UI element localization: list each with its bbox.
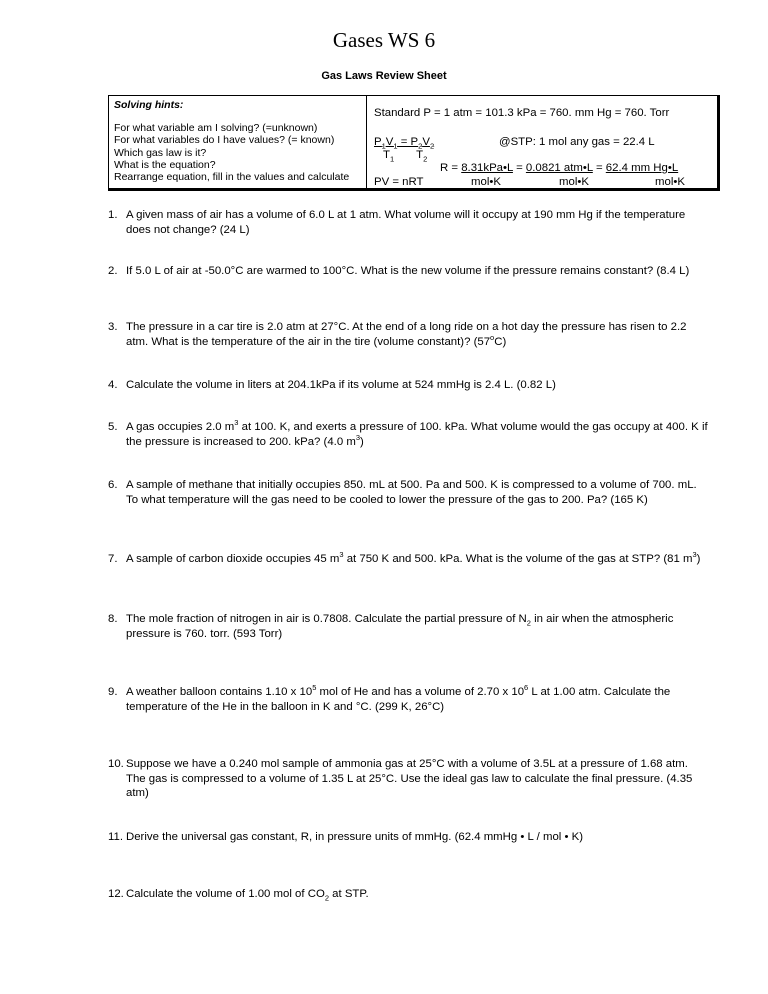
question-number: 2.: [108, 265, 118, 277]
question-8: [108, 612, 708, 641]
combined-gas-law-denominator: $T_1$ $T_2$: [383, 149, 428, 164]
r-denominator: mol•K: [471, 176, 501, 188]
r-value-mmhg: 62.4 mm Hg•L: [605, 162, 679, 174]
question-number: 5.: [108, 421, 118, 433]
worksheet-subtitle: Gas Laws Review Sheet: [321, 70, 447, 82]
r-value-atm: 0.0821 atm•L: [525, 162, 593, 174]
question-7: [108, 552, 708, 567]
question-number: 9.: [108, 686, 118, 698]
question-4: [108, 378, 708, 393]
question-number: 12.: [108, 888, 124, 900]
hint-line: Which gas law is it?: [114, 146, 207, 159]
question-5: [108, 420, 708, 449]
question-9: [108, 685, 708, 714]
question-12: [108, 887, 708, 902]
question-text: Derive the universal gas constant, R, in pressure units of mmHg. (62.4 mmHg • L / mol • K): [126, 831, 584, 843]
r-denominator: mol•K: [655, 176, 685, 188]
r-denominator: mol•K: [559, 176, 589, 188]
hints-box: [108, 95, 720, 191]
question-text: A gas occupies 2.0 $m^3$ at 100. K, and exerts a pressure of 100. kPa. What volume would the gas occupy at 400. K if the pressure is increased to 200. kPa? (4.0 $m^3$): [126, 418, 708, 448]
question-number: 8.: [108, 613, 118, 625]
question-3: [108, 320, 708, 349]
question-number: 7.: [108, 553, 118, 565]
r-value-kpa: 8.31kPa•L: [461, 162, 513, 174]
r-prefix: R =: [440, 162, 462, 174]
hints-heading: Solving hints:: [114, 99, 184, 111]
question-number: 1.: [108, 209, 118, 221]
hint-line: For what variables do I have values? (= known): [114, 134, 335, 147]
question-number: 4.: [108, 379, 118, 391]
formula-panel: [367, 96, 717, 188]
solving-hints: [109, 96, 367, 188]
question-text: A sample of methane that initially occupies 850. mL at 500. Pa and 500. K is compressed to a volume of 700. mL. To what temperature will the gas need to be cooled to lower the pressure of the gas to 200. Pa? (165 K): [126, 479, 697, 506]
question-1: [108, 208, 708, 237]
page-title: Gases WS 6: [332, 28, 436, 52]
combined-gas-law-numerator: $P_1V_1 = P_2V_2$: [374, 136, 435, 151]
ideal-gas-law: PV = nRT: [374, 176, 424, 188]
question-number: 3.: [108, 321, 118, 333]
gas-constant-line: [440, 162, 678, 174]
question-number: 11.: [108, 831, 123, 843]
question-11: [108, 830, 708, 845]
question-text: A weather balloon contains 1.10 x $10^5$ mol of He and has a volume of 2.70 x $10^6$ L at 1.00 atm. Calculate the temperature of the He in the balloon in K and °C. (299 K, 26°C): [126, 683, 671, 713]
question-text: Calculate the volume of 1.00 mol of $CO_2$ at STP.: [126, 888, 369, 903]
r-equals: =: [592, 162, 606, 174]
question-6: [108, 478, 708, 507]
question-10: [108, 757, 708, 801]
question-text: Suppose we have a 0.240 mol sample of ammonia gas at 25°C with a volume of 3.5L at a pressure of 1.68 atm. The gas is compressed to a volume of 1.35 L at 25°C. Use the ideal gas law to calculate the final pressure. (4.35 atm): [126, 758, 693, 799]
hint-line: What is the equation?: [114, 158, 216, 171]
hint-line: Rearrange equation, fill in the values and calculate: [114, 171, 350, 184]
hint-line: For what variable am I solving? (=unknown): [114, 122, 318, 134]
question-text: A given mass of air has a volume of 6.0 L at 1 atm. What volume will it occupy at 190 mm Hg if the temperature does not change? (24 L): [126, 209, 686, 236]
question-number: 6.: [108, 479, 118, 491]
standard-pressure: Standard P = 1 atm = 101.3 kPa = 760. mm Hg = 760. Torr: [374, 107, 670, 119]
r-equals: =: [512, 162, 526, 174]
question-2: [108, 264, 708, 279]
question-number: 10.: [108, 758, 124, 770]
question-text: If 5.0 L of air at -50.0°C are warmed to 100°C. What is the new volume if the pressure remains constant? (8.4 L): [126, 265, 690, 277]
question-text: A sample of carbon dioxide occupies 45 $m^3$ at 750 K and 500. kPa. What is the volume of the gas at STP? (81 $m^3$): [126, 550, 701, 565]
question-text: The mole fraction of nitrogen in air is 0.7808. Calculate the partial pressure of $N_2$ in air when the atmospheric pressure is 760. torr. (593 Torr): [126, 613, 674, 640]
question-text: The pressure in a car tire is 2.0 atm at 27°C. At the end of a long ride on a hot day the pressure has risen to 2.2 atm. What is the temperature of the air in the tire (volume constant)? (57$^o$C): [126, 321, 687, 348]
stp-molar-volume: @STP: 1 mol any gas = 22.4 L: [499, 136, 655, 148]
question-text: Calculate the volume in liters at 204.1kPa if its volume at 524 mmHg is 2.4 L. (0.82 L): [126, 379, 556, 391]
